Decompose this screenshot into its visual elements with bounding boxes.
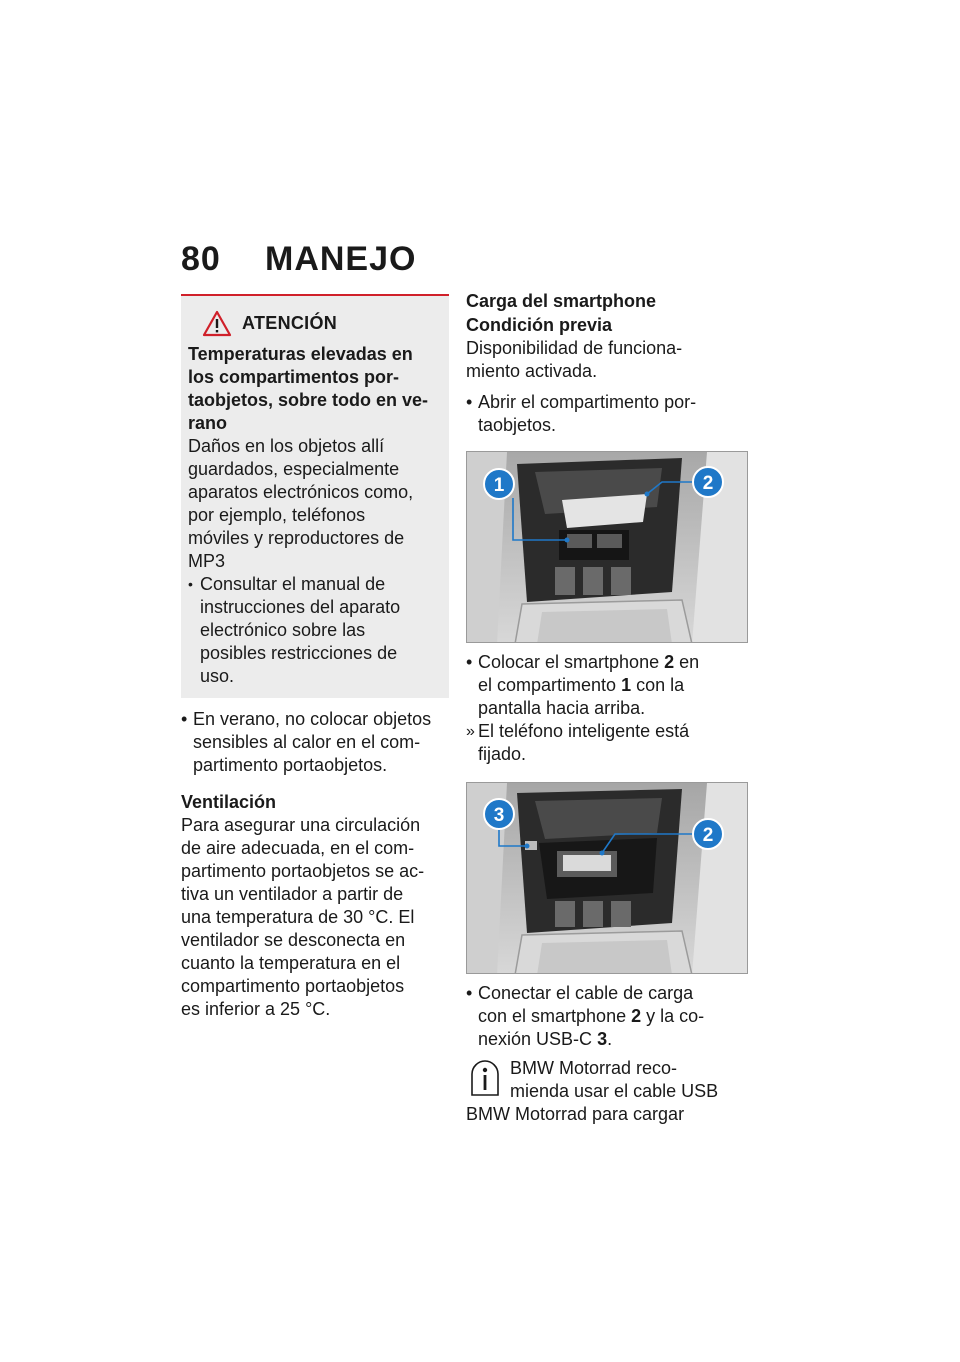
step-place <box>466 651 738 720</box>
warning-bullet-line: posibles restricciones de <box>200 643 398 663</box>
page-number: 80 <box>181 240 221 278</box>
summer-bullet-line: partimento portaobjetos. <box>193 755 388 775</box>
info-line: BMW Motorrad reco- <box>510 1058 678 1078</box>
warning-box <box>181 294 449 698</box>
warning-header <box>188 310 443 337</box>
info-line: mienda usar el cable USB <box>510 1081 719 1101</box>
text-part: Colocar el smartphone <box>478 652 665 672</box>
warning-body-line: Daños en los objetos allí <box>188 436 385 456</box>
callout-2: 2 <box>702 473 714 494</box>
info-note <box>466 1057 738 1126</box>
chapter-title: MANEJO <box>265 240 417 278</box>
step-connect-line <box>478 1005 738 1028</box>
ventilation-line: es inferior a 25 °C. <box>181 999 331 1019</box>
text-part: nexión USB-C <box>478 1029 598 1049</box>
ref-2: 2 <box>631 1006 642 1026</box>
result-arrow-icon: » <box>466 723 475 740</box>
bullet-dot-icon: • <box>466 652 473 672</box>
ventilation-line: tiva un ventilador a partir de <box>181 884 404 904</box>
warning-heading-line: los compartimentos por- <box>188 367 400 387</box>
ventilation-line: de aire adecuada, en el com- <box>181 838 415 858</box>
result-line: El teléfono inteligente está <box>478 721 690 741</box>
ventilation-line: partimento portaobjetos se ac- <box>181 861 425 881</box>
ventilation-line: Para asegurar una circulación <box>181 815 421 835</box>
warning-body-line: móviles y reproductores de <box>188 528 405 548</box>
step-open <box>466 391 738 437</box>
warning-body <box>188 435 443 573</box>
section-title: Carga del smartphone <box>466 291 657 311</box>
callout-1: 1 <box>493 475 505 496</box>
warning-bullet-line: Consultar el manual de <box>200 574 386 594</box>
warning-body-line: aparatos electrónicos como, <box>188 482 414 502</box>
warning-bullet-line: electrónico sobre las <box>200 620 366 640</box>
left-column <box>181 294 449 1021</box>
ref-2: 2 <box>664 652 675 672</box>
ventilation-line: una temperatura de 30 °C. El <box>181 907 415 927</box>
info-icon <box>470 1059 500 1099</box>
figure-cable-connect <box>466 782 748 974</box>
result-line: fijado. <box>478 744 527 764</box>
warning-bullet <box>188 573 443 688</box>
ventilation-line: cuanto la temperatura en el <box>181 953 401 973</box>
warning-heading-line: rano <box>188 413 228 433</box>
ventilation-line: compartimento portaobjetos <box>181 976 405 996</box>
figure-storage-open <box>466 451 748 643</box>
precondition-body <box>466 337 738 383</box>
ref-1: 1 <box>621 675 632 695</box>
text-part: con el smartphone <box>478 1006 632 1026</box>
result-fixed <box>466 720 738 766</box>
bullet-dot-icon: • <box>466 392 473 412</box>
bullet-dot-icon: • <box>188 576 193 592</box>
warning-bullet-line: uso. <box>200 666 235 686</box>
bullet-dot-icon: • <box>181 709 188 729</box>
warning-triangle-icon <box>202 310 232 337</box>
warning-body-line: guardados, especialmente <box>188 459 400 479</box>
page-header <box>181 240 416 279</box>
step-open-line: taobjetos. <box>478 415 557 435</box>
ref-3: 3 <box>597 1029 608 1049</box>
warning-body-line: MP3 <box>188 551 226 571</box>
step-connect-line <box>478 1028 738 1051</box>
warning-heading-line: Temperaturas elevadas en <box>188 344 413 364</box>
text-part: en <box>674 652 700 672</box>
ventilation-title: Ventilación <box>181 792 277 812</box>
text-part: con la <box>631 675 685 695</box>
summer-bullet-line: sensibles al calor en el com- <box>193 732 421 752</box>
step-place-line: pantalla hacia arriba. <box>478 698 646 718</box>
precondition-line: miento activada. <box>466 361 598 381</box>
summer-bullet-line: En verano, no colocar objetos <box>193 709 432 729</box>
text-part: . <box>607 1029 613 1049</box>
step-open-line: Abrir el compartimento por- <box>478 392 697 412</box>
precondition-line: Disponibilidad de funciona- <box>466 338 683 358</box>
step-place-line <box>478 651 738 674</box>
text-part: el compartimento <box>478 675 622 695</box>
ventilation-body <box>181 814 449 1021</box>
summer-bullet <box>181 708 449 777</box>
warning-bullet-line: instrucciones del aparato <box>200 597 401 617</box>
right-column <box>466 290 738 1126</box>
text-part: y la co- <box>641 1006 705 1026</box>
warning-body-line: por ejemplo, teléfonos <box>188 505 366 525</box>
precondition-title: Condición previa <box>466 315 613 335</box>
step-connect-line: Conectar el cable de carga <box>478 983 694 1003</box>
ventilation-line: ventilador se desconecta en <box>181 930 406 950</box>
warning-heading-line: taobjetos, sobre todo en ve- <box>188 390 429 410</box>
callout-3: 3 <box>493 805 505 826</box>
step-connect <box>466 982 738 1051</box>
bullet-dot-icon: • <box>466 983 473 1003</box>
info-line: BMW Motorrad para cargar <box>466 1104 685 1124</box>
warning-heading <box>188 343 443 435</box>
warning-title: ATENCIÓN <box>242 313 338 333</box>
callout-2: 2 <box>702 825 714 846</box>
step-place-line <box>478 674 738 697</box>
